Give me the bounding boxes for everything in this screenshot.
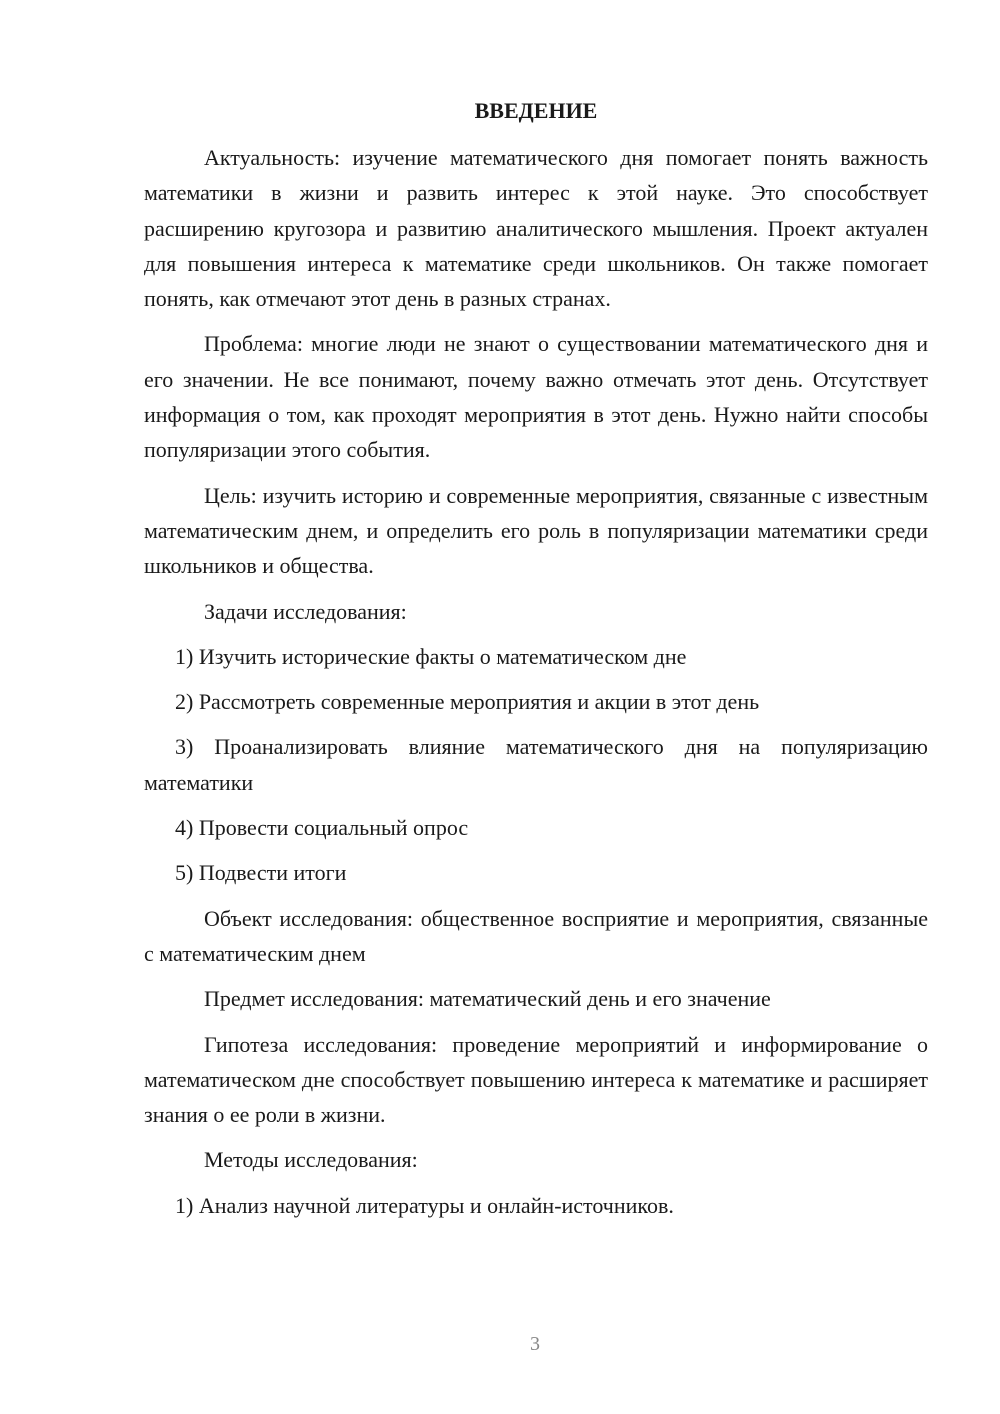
hypothesis-paragraph: Гипотеза исследования: проведение мероприятий и информирование о математическом дне способствует повышению интереса к математике и расширяет знания о ее роли в жизни.	[144, 1031, 928, 1128]
task-item-1: 1) Изучить исторические факты о математическом дне	[175, 643, 687, 669]
section-heading: ВВЕДЕНИЕ	[474, 98, 598, 123]
methods-title: Методы исследования:	[204, 1147, 418, 1173]
page-number: 3	[530, 1333, 540, 1355]
tasks-title: Задачи исследования:	[204, 598, 407, 624]
task-item-2: 2) Рассмотреть современные мероприятия и акции в этот день	[175, 689, 760, 715]
task-item-4: 4) Провести социальный опрос	[175, 815, 469, 841]
problem-paragraph: Проблема: многие люди не знают о существовании математического дня и его значении. Не все понимают, почему важно отмечать этот день. Отсутствует информация о том, как проходят мероприятия в этот день. Нужно найти способы популяризации этого события.	[144, 331, 928, 463]
goal-paragraph: Цель: изучить историю и современные мероприятия, связанные с известным математическим днем, и определить его роль в популяризации математики среди школьников и общества.	[144, 482, 928, 579]
object-paragraph: Объект исследования: общественное восприятие и мероприятия, связанные с математическим днем	[144, 905, 928, 966]
relevance-paragraph: Актуальность: изучение математического дня помогает понять важность математики в жизни и развить интерес к этой науке. Это способствует расширению кругозора и развитию аналитического мышления. Проект актуален для повышения интереса к математике среди школьников. Он также помогает понять, как отмечают этот день в разных странах.	[144, 145, 928, 312]
task-item-5: 5) Подвести итоги	[175, 860, 347, 886]
method-item-1: 1) Анализ научной литературы и онлайн-источников.	[175, 1192, 674, 1218]
subject-paragraph: Предмет исследования: математический день и его значение	[204, 986, 771, 1012]
document-page	[144, 96, 928, 1233]
task-item-3: 3) Проанализировать влияние математического дня на популяризацию математики	[144, 734, 928, 795]
